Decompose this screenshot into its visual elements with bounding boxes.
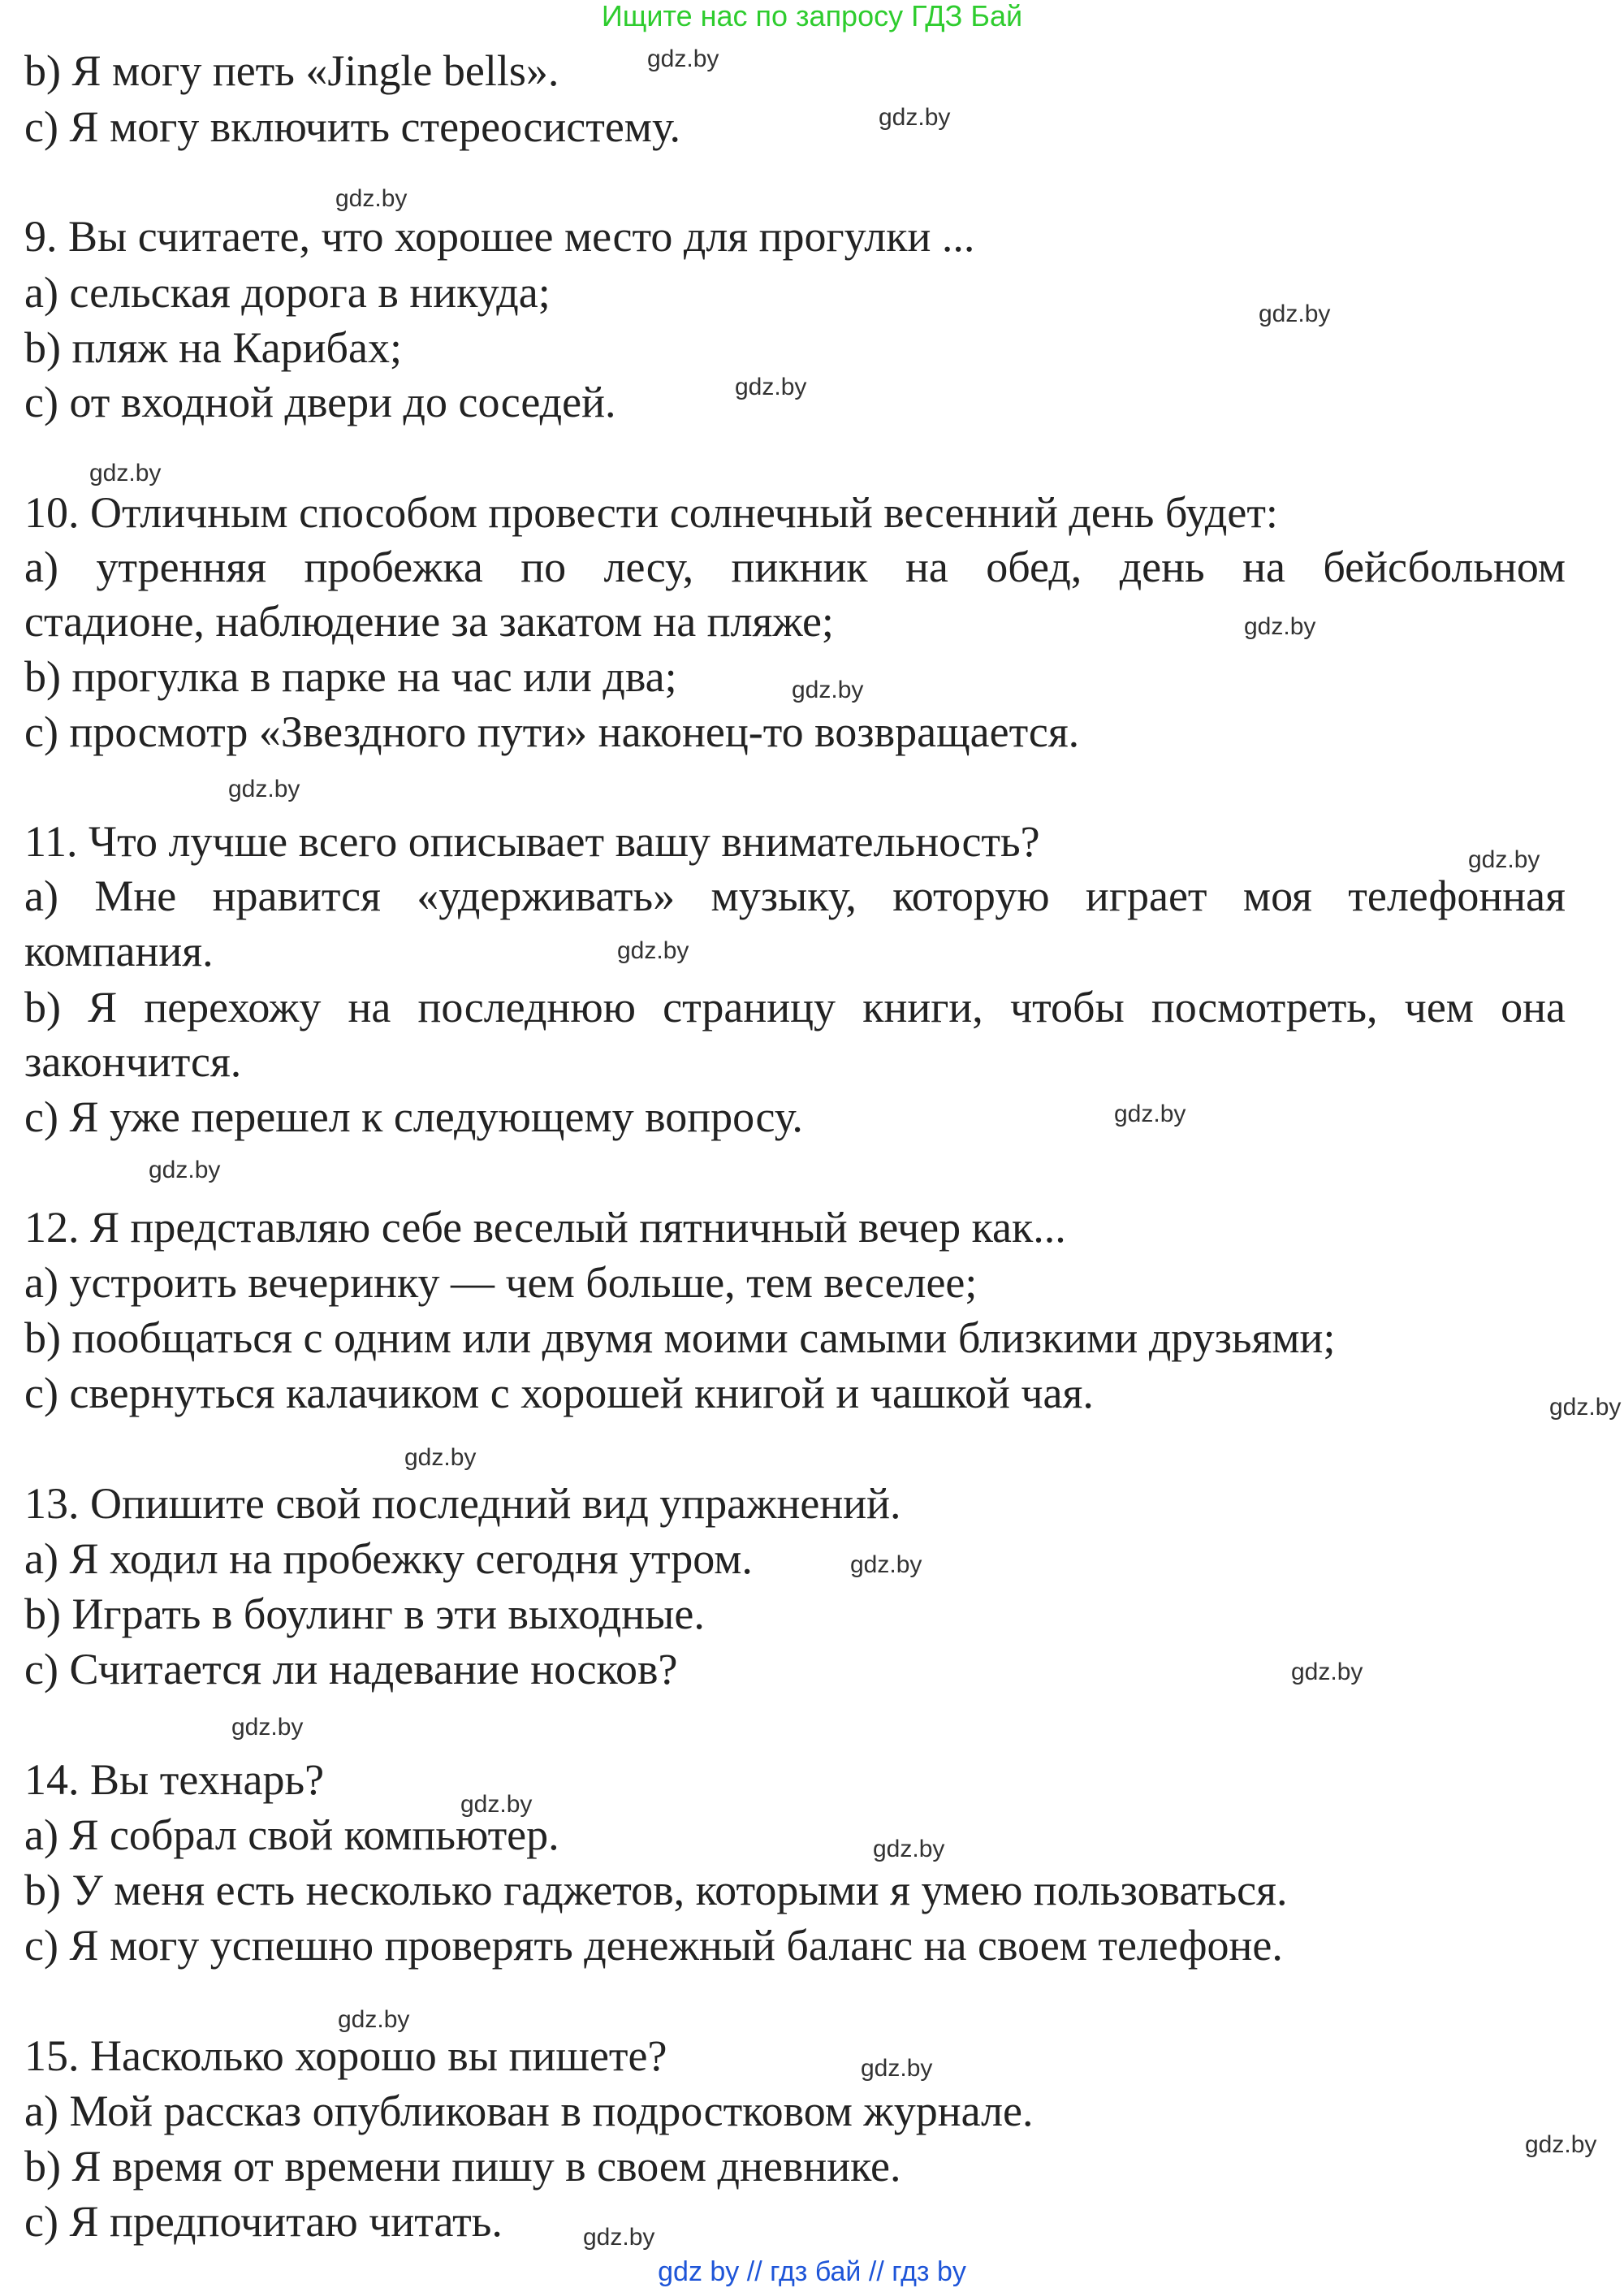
watermark: gdz.by xyxy=(149,1157,221,1183)
question-10: 10. Отличным способом провести солнечный весенний день будет: xyxy=(24,488,1278,537)
watermark: gdz.by xyxy=(861,2055,933,2082)
answer-12c: c) свернуться калачиком с хорошей книгой и чашкой чая. xyxy=(24,1369,1094,1417)
answer-13b: b) Играть в боулинг в эти выходные. xyxy=(24,1589,705,1638)
watermark: gdz.by xyxy=(89,460,162,487)
footer-links[interactable]: gdz by // гдз бай // гдз by xyxy=(658,2256,966,2287)
watermark: gdz.by xyxy=(1291,1659,1363,1685)
answer-10a: a) утренняя пробежка по лесу, пикник на обед, день на бейсбольном xyxy=(24,543,1566,591)
answer-9a: a) сельская дорога в никуда; xyxy=(24,268,551,317)
answer-15a: a) Мой рассказ опубликован в подростковом журнале. xyxy=(24,2087,1034,2135)
watermark: gdz.by xyxy=(873,1836,945,1862)
watermark: gdz.by xyxy=(404,1444,477,1471)
answer-13c: c) Считается ли надевание носков? xyxy=(24,1645,678,1693)
search-banner[interactable]: Ищите нас по запросу ГДЗ Бай xyxy=(601,0,1023,32)
watermark: gdz.by xyxy=(460,1791,533,1818)
watermark: gdz.by xyxy=(850,1551,922,1578)
question-15: 15. Насколько хорошо вы пишете? xyxy=(24,2031,667,2080)
answer-11c: c) Я уже перешел к следующему вопросу. xyxy=(24,1092,803,1141)
watermark: gdz.by xyxy=(1244,613,1316,640)
answer-15b: b) Я время от времени пишу в своем дневнике. xyxy=(24,2142,901,2191)
answer-11b-cont: закончится. xyxy=(24,1037,242,1086)
answer-11a: a) Мне нравится «удерживать» музыку, которую играет моя телефонная xyxy=(24,872,1566,920)
answer-10c: c) просмотр «Звездного пути» наконец-то возвращается. xyxy=(24,707,1080,756)
watermark: gdz.by xyxy=(335,185,408,212)
answer-15c: c) Я предпочитаю читать. xyxy=(24,2197,503,2246)
watermark: gdz.by xyxy=(647,45,719,72)
answer-10a-cont: стадионе, наблюдение за закатом на пляже; xyxy=(24,597,834,646)
watermark: gdz.by xyxy=(338,2006,410,2033)
watermark: gdz.by xyxy=(1114,1101,1186,1127)
answer-14a: a) Я собрал свой компьютер. xyxy=(24,1810,559,1859)
watermark: gdz.by xyxy=(879,104,951,131)
answer-13a: a) Я ходил на пробежку сегодня утром. xyxy=(24,1534,753,1583)
answer-11b: b) Я перехожу на последнюю страницу книги, чтобы посмотреть, чем она xyxy=(24,983,1566,1032)
question-9: 9. Вы считаете, что хорошее место для прогулки ... xyxy=(24,212,975,261)
question-11: 11. Что лучше всего описывает вашу внимательность? xyxy=(24,817,1040,866)
question-12: 12. Я представляю себе веселый пятничный вечер как... xyxy=(24,1203,1066,1252)
question-14: 14. Вы технарь? xyxy=(24,1755,325,1804)
answer-8c: c) Я могу включить стереосистему. xyxy=(24,102,681,151)
answer-12b: b) пообщаться с одним или двумя моими самыми близкими друзьями; xyxy=(24,1313,1336,1362)
watermark: gdz.by xyxy=(1525,2131,1597,2158)
watermark: gdz.by xyxy=(792,677,864,703)
answer-14c: c) Я могу успешно проверять денежный баланс на своем телефоне. xyxy=(24,1921,1283,1970)
question-13: 13. Опишите свой последний вид упражнений. xyxy=(24,1479,901,1528)
watermark: gdz.by xyxy=(1549,1394,1622,1421)
watermark: gdz.by xyxy=(583,2224,655,2251)
watermark: gdz.by xyxy=(617,937,689,964)
answer-14b: b) У меня есть несколько гаджетов, которыми я умею пользоваться. xyxy=(24,1866,1288,1914)
answer-9b: b) пляж на Карибах; xyxy=(24,323,402,372)
watermark: gdz.by xyxy=(735,374,807,400)
answer-12a: a) устроить вечеринку — чем больше, тем веселее; xyxy=(24,1258,978,1307)
answer-11a-cont: компания. xyxy=(24,927,214,975)
answer-10b: b) прогулка в парке на час или два; xyxy=(24,652,677,701)
watermark: gdz.by xyxy=(231,1714,304,1741)
watermark: gdz.by xyxy=(1259,301,1331,327)
watermark: gdz.by xyxy=(1468,846,1540,873)
answer-8b: b) Я могу петь «Jingle bells». xyxy=(24,46,559,95)
answer-9c: c) от входной двери до соседей. xyxy=(24,378,616,426)
watermark: gdz.by xyxy=(228,776,300,802)
